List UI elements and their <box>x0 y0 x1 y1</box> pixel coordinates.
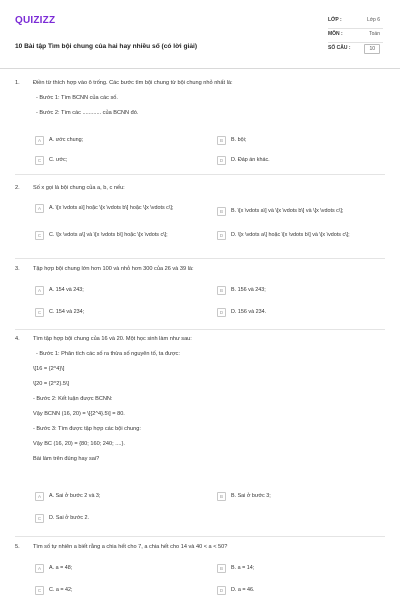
meta-divider <box>328 42 383 43</box>
option-text: A. \[x \vdots a\] hoặc \[x \vdots b\] hoặc \[x \vdots c\]; <box>49 205 174 211</box>
option-key-box: B <box>217 564 226 573</box>
header-divider <box>0 68 400 69</box>
question-number: 3. <box>15 266 20 272</box>
option-d[interactable] <box>217 156 377 168</box>
subject-value: Toán <box>369 31 380 37</box>
question-text: - Bước 1: Tìm BCNN của các số. <box>36 94 118 101</box>
option-c[interactable] <box>35 586 195 598</box>
option-a[interactable] <box>35 564 195 576</box>
option-text: D. 156 và 234. <box>231 309 267 315</box>
question-divider <box>15 174 385 175</box>
option-key-box: C <box>35 231 44 240</box>
option-text: A. a = 48; <box>49 565 73 571</box>
question-stem <box>33 336 385 471</box>
option-text: C. 154 và 234; <box>49 309 85 315</box>
option-b[interactable] <box>217 564 377 576</box>
option-a[interactable] <box>35 492 195 504</box>
option-key-box: D <box>217 156 226 165</box>
option-key-box: C <box>35 586 44 595</box>
option-text: C. ước; <box>49 157 68 163</box>
question-text: - Bước 1: Phân tích các số ra thừa số nguyên tố, ta được: <box>36 350 180 357</box>
question-stem <box>33 185 385 200</box>
question-text: Tập hợp bội chung lớn hơn 100 và nhỏ hơn 300 của 26 và 39 là: <box>33 266 194 272</box>
option-c[interactable] <box>35 514 195 526</box>
option-text: D. Sai ở bước 2. <box>49 515 90 521</box>
count-value: 10 <box>364 44 380 54</box>
question-stem <box>33 266 385 281</box>
option-text: D. Đáp án khác. <box>231 157 270 163</box>
option-b[interactable] <box>217 136 377 148</box>
option-key-box: A <box>35 204 44 213</box>
meta-divider <box>328 28 383 29</box>
question-number: 1. <box>15 80 20 86</box>
question-text: \[20 = {2^2}.5\] <box>33 380 70 387</box>
option-a[interactable] <box>35 204 200 222</box>
question-text: Điền từ thích hợp vào ô trống. Các bước tìm bội chung từ bội chung nhỏ nhất là: <box>33 80 233 86</box>
question-stem <box>33 80 385 125</box>
option-c[interactable] <box>35 156 195 168</box>
grade-value: Lớp 6 <box>366 17 380 23</box>
option-text: D. a = 46. <box>231 587 255 593</box>
option-key-box: B <box>217 492 226 501</box>
question-text: Vậy BC (16, 20) = {80; 160; 240; ....}. <box>33 440 125 447</box>
option-key-box: A <box>35 286 44 295</box>
option-d[interactable] <box>217 308 377 320</box>
question-1 <box>15 80 385 175</box>
document-title: 10 Bài tập Tìm bội chung của hai hay nhiều số (có lời giải) <box>15 43 198 50</box>
question-divider <box>15 536 385 537</box>
question-text: \[16 = {2^4}\] <box>33 365 65 372</box>
quizizz-logo: QUIZIZZ <box>15 15 56 26</box>
option-d[interactable] <box>217 586 377 598</box>
question-text: - Bước 2: Kết luận được BCNN: <box>33 395 113 402</box>
meta-subject-row <box>328 29 383 43</box>
question-number: 2. <box>15 185 20 191</box>
option-key-box: D <box>217 308 226 317</box>
option-key-box: A <box>35 564 44 573</box>
option-b[interactable] <box>217 286 377 298</box>
question-stem <box>33 544 385 559</box>
option-text: B. Sai ở bước 3; <box>231 493 271 499</box>
meta-grade-row <box>328 15 383 29</box>
option-c[interactable] <box>35 231 200 249</box>
option-text: A. Sai ở bước 2 và 3; <box>49 493 101 499</box>
option-key-box: D <box>217 586 226 595</box>
option-text: B. \[x \vdots a\] và \[x \vdots b\] và \[x \vdots c\]; <box>231 208 344 214</box>
option-text: C. \[x \vdots a\] và \[x \vdots b\] hoặc \[x \vdots c\]; <box>49 232 168 238</box>
option-c[interactable] <box>35 308 195 320</box>
option-key-box: C <box>35 514 44 523</box>
question-5 <box>15 544 385 600</box>
question-text: - Bước 2: Tìm các ............ của BCNN đó. <box>36 109 139 116</box>
option-text: B. a = 14; <box>231 565 255 571</box>
option-key-box: B <box>217 207 226 216</box>
meta-panel <box>328 15 383 57</box>
option-key-box: A <box>35 136 44 145</box>
document-header <box>15 12 385 62</box>
question-text: Số x gọi là bội chung của a, b, c nếu: <box>33 185 125 191</box>
option-key-box: B <box>217 286 226 295</box>
option-key-box: D <box>217 231 226 240</box>
question-text: Vậy BCNN (16, 20) = \[{2^4}.5\] = 80. <box>33 410 125 417</box>
option-text: D. \[x \vdots a\] hoặc \[x \vdots b\] và \[x \vdots c\]; <box>231 232 350 238</box>
option-key-box: B <box>217 136 226 145</box>
option-a[interactable] <box>35 286 195 298</box>
question-text: Tìm số tự nhiên a biết rằng a chia hết cho 7, a chia hết cho 14 và 40 < a < 50? <box>33 544 228 550</box>
option-a[interactable] <box>35 136 195 148</box>
option-key-box: A <box>35 492 44 501</box>
option-b[interactable] <box>217 492 377 504</box>
grade-label: LỚP : <box>328 17 342 23</box>
question-number: 5. <box>15 544 20 550</box>
meta-count-row <box>328 43 383 57</box>
option-d[interactable] <box>217 231 385 249</box>
question-4 <box>15 336 385 536</box>
option-text: B. bội; <box>231 137 247 143</box>
question-text: - Bước 3: Tìm được tập hợp các bội chung: <box>33 425 141 432</box>
question-text: Tìm tập hợp bội chung của 16 và 20. Một học sinh làm như sau: <box>33 336 192 342</box>
question-text: Bài làm trên đúng hay sai? <box>33 455 100 462</box>
question-divider <box>15 329 385 330</box>
option-text: B. 156 và 243; <box>231 287 266 293</box>
option-text: C. a = 42; <box>49 587 73 593</box>
question-number: 4. <box>15 336 20 342</box>
option-text: A. ước chung; <box>49 137 84 143</box>
option-b[interactable] <box>217 207 385 221</box>
question-3 <box>15 266 385 326</box>
option-text: A. 154 và 243; <box>49 287 84 293</box>
question-divider <box>15 258 385 259</box>
count-label: SỐ CÂU : <box>328 45 351 51</box>
option-key-box: C <box>35 308 44 317</box>
question-2 <box>15 185 385 260</box>
subject-label: MÔN : <box>328 31 343 37</box>
option-key-box: C <box>35 156 44 165</box>
